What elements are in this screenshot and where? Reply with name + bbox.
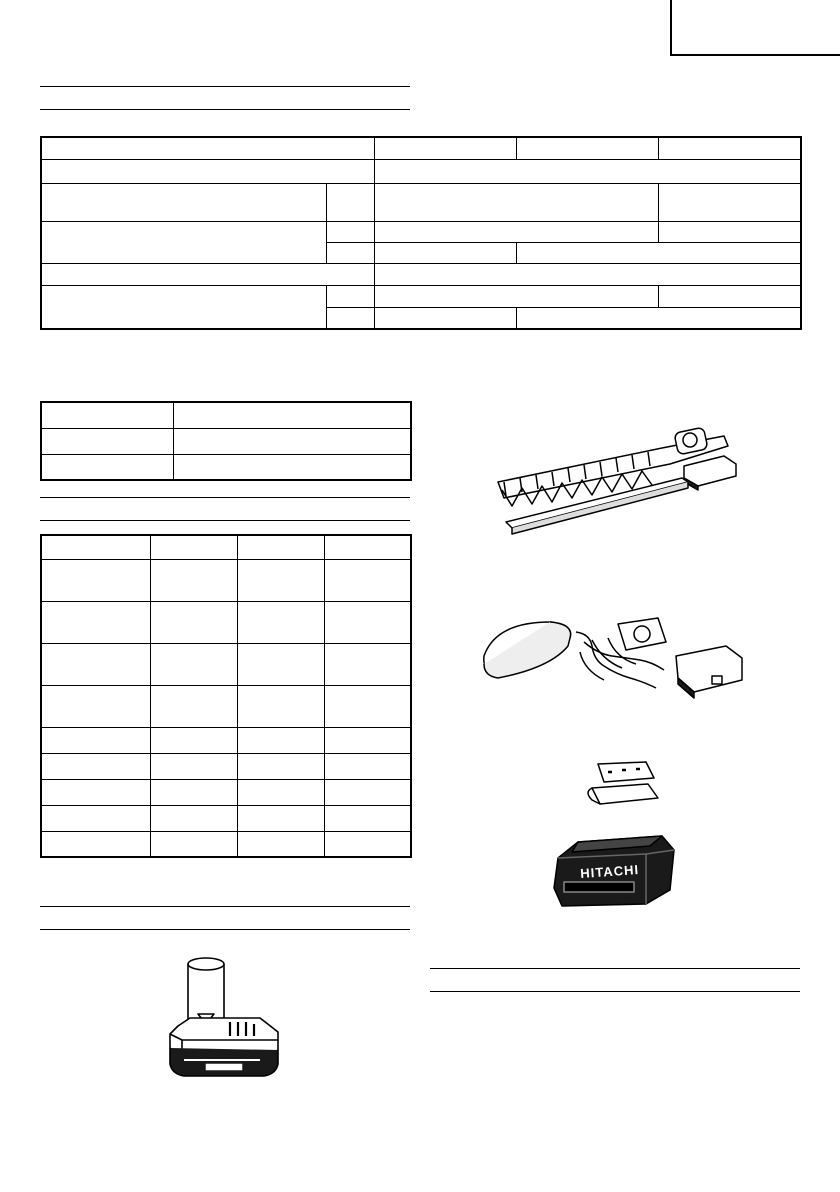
battery-row xyxy=(41,454,411,480)
accessory-cell xyxy=(324,601,411,643)
accessory-cell xyxy=(150,559,237,601)
accessory-row xyxy=(41,805,411,831)
battery-row xyxy=(41,402,411,428)
spec-row-unit xyxy=(326,183,374,221)
accessory-cell xyxy=(41,535,150,559)
accessory-cell xyxy=(41,753,150,779)
spec-model-2 xyxy=(516,137,658,159)
safety-clip-icon xyxy=(582,760,662,806)
spec-row xyxy=(41,263,801,285)
spec-row-value xyxy=(374,242,516,263)
accessory-cell xyxy=(324,753,411,779)
spec-row-label xyxy=(41,285,326,329)
specifications-rule-top xyxy=(40,86,410,87)
spec-row-value xyxy=(374,263,801,285)
specification-table xyxy=(40,136,802,330)
accessory-cell xyxy=(150,831,237,857)
accessory-row xyxy=(41,753,411,779)
specifications-rule-bottom xyxy=(40,109,410,110)
accessory-cell xyxy=(324,805,411,831)
accessory-cell xyxy=(324,727,411,753)
accessory-cell xyxy=(324,831,411,857)
battery-cell xyxy=(173,402,411,428)
accessory-cell xyxy=(150,643,237,685)
spec-row xyxy=(41,285,801,307)
accessory-cell xyxy=(41,831,150,857)
accessory-cell xyxy=(237,831,324,857)
standard-accessories-rule-bottom xyxy=(40,520,410,521)
spec-row-unit xyxy=(326,242,374,263)
shear-blade-set-icon xyxy=(480,616,760,704)
accessory-cell xyxy=(237,685,324,727)
accessory-cell xyxy=(150,805,237,831)
battery-row xyxy=(41,428,411,454)
hedge-trimmer-blade-icon xyxy=(492,420,742,544)
standard-accessories-rule-top xyxy=(40,497,410,498)
accessory-cell xyxy=(150,727,237,753)
accessory-cell xyxy=(237,559,324,601)
accessory-cell xyxy=(150,779,237,805)
spec-model-3 xyxy=(658,137,801,159)
spec-row-label xyxy=(41,159,374,183)
spec-row-value xyxy=(374,285,658,307)
accessory-row xyxy=(41,601,411,643)
accessory-cell xyxy=(324,685,411,727)
accessory-cell xyxy=(150,753,237,779)
accessory-table xyxy=(40,534,412,858)
battery-pack-icon xyxy=(160,952,290,1082)
spec-row-unit xyxy=(326,221,374,242)
accessory-row xyxy=(41,685,411,727)
spec-header-row xyxy=(41,137,801,159)
accessory-cell xyxy=(237,805,324,831)
accessory-cell xyxy=(150,535,237,559)
spec-row-value xyxy=(658,183,801,221)
spec-row-unit xyxy=(326,285,374,307)
accessory-row xyxy=(41,559,411,601)
accessory-cell xyxy=(324,643,411,685)
storage-case-logo: HITACHI xyxy=(579,861,640,882)
spec-row-value xyxy=(374,183,658,221)
spec-row-value xyxy=(658,221,801,242)
accessory-cell xyxy=(237,753,324,779)
applications-rule-bottom xyxy=(430,991,800,992)
spec-row-value xyxy=(374,307,516,329)
accessory-cell xyxy=(150,685,237,727)
spec-row-label xyxy=(41,183,326,221)
accessory-cell xyxy=(41,559,150,601)
spec-row-label xyxy=(41,221,326,263)
spec-row-unit xyxy=(326,307,374,329)
spec-row-label xyxy=(41,263,374,285)
accessory-cell xyxy=(237,643,324,685)
spec-row-value xyxy=(516,307,801,329)
spec-row xyxy=(41,183,801,221)
applications-rule-top xyxy=(430,968,800,969)
spec-header-label xyxy=(41,137,374,159)
language-tab xyxy=(670,0,840,56)
accessory-cell xyxy=(237,535,324,559)
spec-row xyxy=(41,221,801,242)
storage-case-icon xyxy=(550,832,678,910)
battery-cell xyxy=(173,454,411,480)
accessory-cell xyxy=(41,643,150,685)
spec-row-value xyxy=(374,159,801,183)
battery-table xyxy=(40,401,412,481)
optional-accessories-rule-top xyxy=(40,906,410,907)
spec-row-value xyxy=(658,285,801,307)
accessory-cell xyxy=(41,727,150,753)
accessory-cell xyxy=(150,601,237,643)
accessory-row xyxy=(41,779,411,805)
accessory-cell xyxy=(237,601,324,643)
spec-model-1 xyxy=(374,137,516,159)
accessory-row xyxy=(41,535,411,559)
battery-cell xyxy=(41,402,173,428)
battery-cell xyxy=(41,428,173,454)
accessory-cell xyxy=(237,779,324,805)
battery-cell xyxy=(173,428,411,454)
accessory-cell xyxy=(324,559,411,601)
accessory-row xyxy=(41,727,411,753)
accessory-cell xyxy=(41,601,150,643)
accessory-cell xyxy=(41,685,150,727)
accessory-cell xyxy=(41,805,150,831)
spec-row-value xyxy=(374,221,658,242)
accessory-cell xyxy=(237,727,324,753)
accessory-row xyxy=(41,643,411,685)
battery-cell xyxy=(41,454,173,480)
optional-accessories-rule-bottom xyxy=(40,929,410,930)
accessory-row xyxy=(41,831,411,857)
spec-row-value xyxy=(516,242,801,263)
spec-row xyxy=(41,159,801,183)
accessory-cell xyxy=(41,779,150,805)
accessory-cell xyxy=(324,535,411,559)
accessory-cell xyxy=(324,779,411,805)
